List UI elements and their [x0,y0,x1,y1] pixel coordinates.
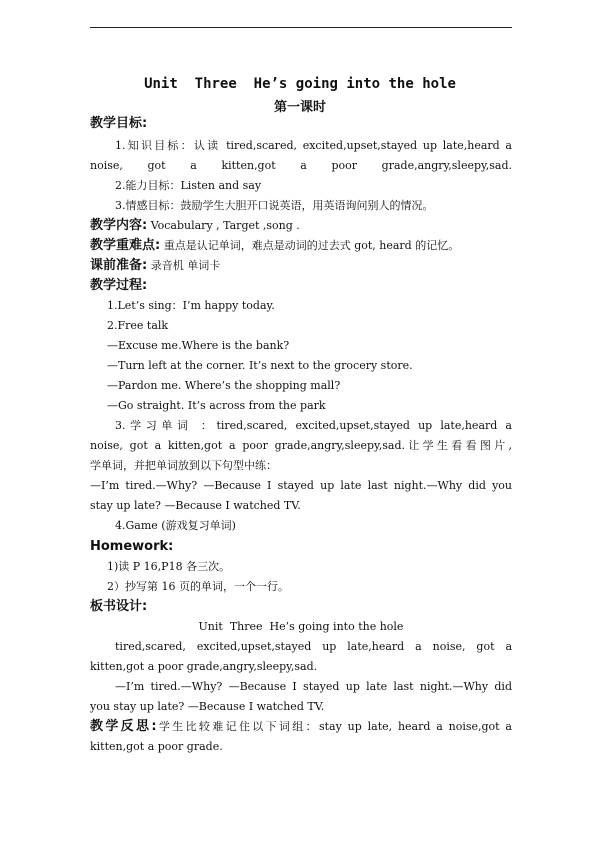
prep-label: 课前准备: [90,258,148,273]
process-line-5: —Pardon me. Where’s the shopping mall? [107,379,341,392]
homework-line-1: 1)读 P 16,P18 各三次。 [107,560,231,573]
prep-text: 录音机 单词卡 [150,259,221,272]
document-title: Unit Three He’s going into the hole [144,76,456,92]
process-line-1: 1.Let’s sing：I’m happy today. [107,299,275,312]
header-rule [90,27,512,28]
prep-row [90,259,512,273]
content-row [90,219,512,233]
process-line-2: 2.Free talk [107,319,169,332]
process-line-7b: noise, got a kitten,got a poor grade,angry,sleepy,sad.让学生看看图片, [90,439,512,452]
goals-line-3: 3.情感目标：鼓励学生大胆开口说英语，用英语询问别人的情况。 [115,199,434,212]
process-line-6: —Go straight. It’s across from the park [107,399,326,412]
goals-line-2: 2.能力目标：Listen and say [115,179,262,192]
reflection-label: 教学反思: [90,719,157,734]
goals-heading: 教学目标: [90,116,148,131]
homework-heading: Homework: [90,539,174,554]
board-line-2a: tired,scared, excited,upset,stayed up late,heard a noise, got a [115,640,512,653]
reflection-line-1: 学生比较难记住以下词组：stay up late, heard a noise,got a [156,720,512,733]
board-line-3a: —I’m tired.—Why? —Because I stayed up late last night.—Why did [115,680,512,693]
process-line-8b: stay up late? —Because I watched TV. [90,499,301,512]
process-line-3: —Excuse me.Where is the bank? [107,339,290,352]
content-label: 教学内容: [90,218,148,233]
goals-line-1b: noise, got a kitten,got a poor grade,angry,sleepy,sad. [90,159,512,172]
keypoints-label: 教学重难点: [90,238,161,253]
board-title: Unit Three He’s going into the hole [198,620,404,633]
reflection-row [90,720,512,734]
homework-line-2: 2）抄写第 16 页的单词，一个一行。 [107,580,289,593]
process-line-4: —Turn left at the corner. It’s next to the grocery store. [107,359,413,372]
lesson-subtitle: 第一课时 [273,100,326,115]
content-text: Vocabulary , Target ,song . [150,219,300,232]
keypoints-text: 重点是认记单词，难点是动词的过去式 got, heard 的记忆。 [163,239,460,252]
board-line-2b: kitten,got a poor grade,angry,sleepy,sad. [90,660,318,673]
keypoints-row [90,239,512,253]
board-heading: 板书设计: [90,599,148,614]
process-line-9: 4.Game (游戏复习单词) [115,519,236,532]
process-line-8a: —I’m tired.—Why? —Because I stayed up late last night.—Why did you [90,479,512,492]
process-line-7a: 3.学习单词 ：tired,scared, excited,upset,stayed up late,heard a [115,419,512,432]
goals-line-1a: 1.知识目标：认读 tired,scared, excited,upset,stayed up late,heard a [115,139,512,152]
process-heading: 教学过程: [90,278,148,293]
reflection-line-2: kitten,got a poor grade. [90,740,223,753]
board-line-3b: you stay up late? —Because I watched TV. [90,700,325,713]
process-line-7c: 学单词，并把单词放到以下句型中练： [90,459,277,472]
